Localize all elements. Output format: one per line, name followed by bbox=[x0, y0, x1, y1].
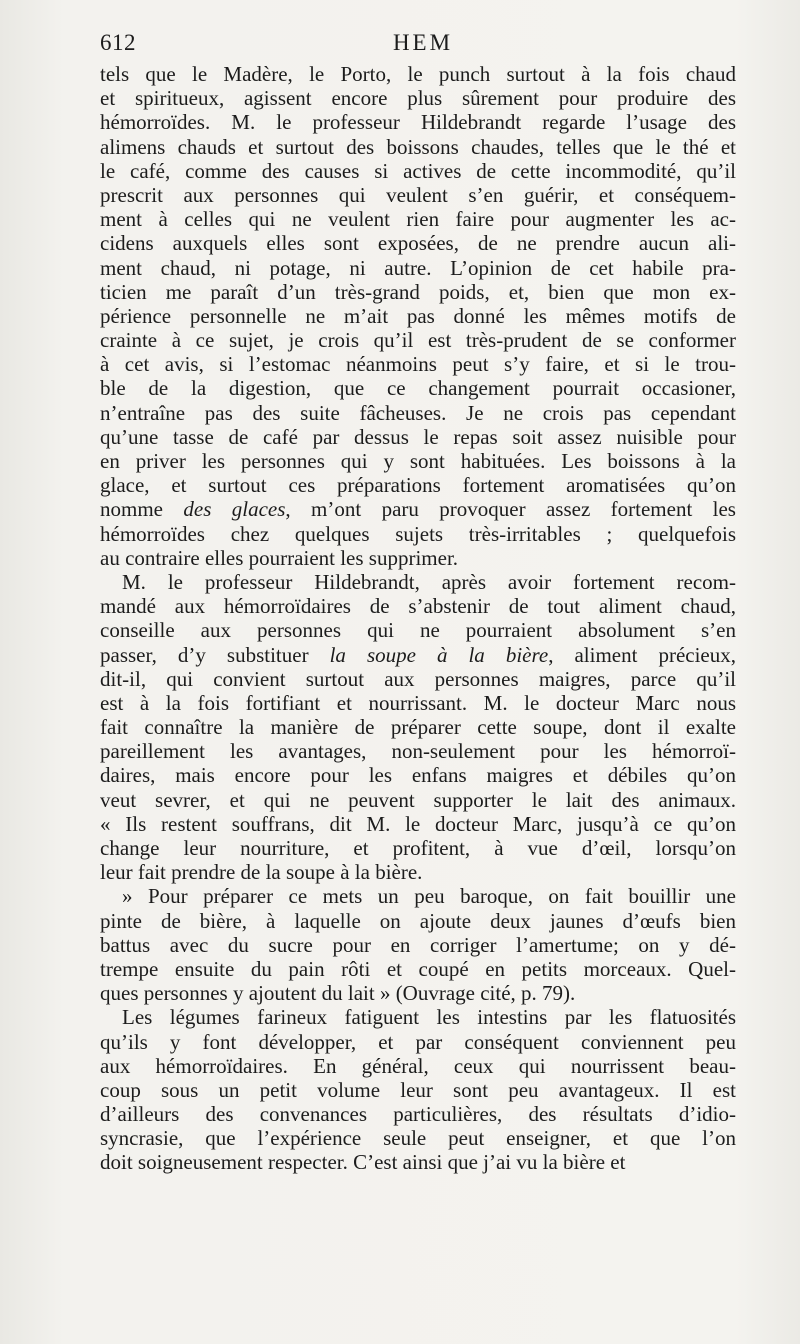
text-line: passer, d’y substituer la soupe à la bière, aliment précieux, bbox=[100, 642, 736, 667]
text-line: hémorroïdes. M. le professeur Hildebrandt regarde l’usage des bbox=[100, 110, 736, 135]
text-line: » Pour préparer ce mets un peu baroque, on fait bouillir une bbox=[122, 884, 736, 909]
text-line: ques personnes y ajoutent du lait » (Ouvrage cité, p. 79). bbox=[100, 981, 576, 1006]
text-line: en priver les personnes qui y sont habituées. Les boissons à la bbox=[100, 449, 736, 473]
paragraph bbox=[100, 884, 736, 1005]
text-line: d’ailleurs des convenances particulières, des résultats d’idio- bbox=[100, 1102, 736, 1127]
text-line: prescrit aux personnes qui veulent s’en guérir, et conséquem- bbox=[100, 182, 736, 207]
text-line: coup sous un petit volume leur sont peu avantageux. Il est bbox=[100, 1077, 736, 1102]
text-line: hémorroïdes chez quelques sujets très-irritables ; quelquefois bbox=[100, 521, 736, 546]
text-line: ble de la digestion, que ce changement pourrait occasioner, bbox=[100, 376, 736, 401]
text-line: ment à celles qui ne veulent rien faire pour augmenter les ac- bbox=[100, 207, 736, 232]
text-line: pareillement les avantages, non-seulement pour les hémorroï- bbox=[100, 739, 736, 764]
text-line: trempe ensuite du pain rôti et coupé en petits morceaux. Quel- bbox=[100, 956, 736, 981]
text-line: qu’ils y font développer, et par conséquent conviennent peu bbox=[100, 1029, 736, 1054]
italic-phrase: la soupe à la bière bbox=[329, 642, 549, 667]
text-line: change leur nourriture, et profitent, à vue d’œil, lorsqu’on bbox=[100, 836, 736, 860]
text-line: nomme des glaces, m’ont paru provoquer assez fortement les bbox=[100, 497, 736, 522]
text-line: et spiritueux, agissent encore plus sûrement pour produire des bbox=[100, 86, 736, 111]
text-line: à cet avis, si l’estomac néanmoins peut s’y faire, et si le trou- bbox=[100, 352, 736, 377]
paragraph bbox=[100, 62, 736, 570]
paragraph bbox=[100, 570, 736, 884]
text-line: dit-il, qui convient surtout aux personnes maigres, parce qu’il bbox=[100, 666, 736, 691]
text-line: alimens chauds et surtout des boissons chaudes, telles que le thé et bbox=[100, 134, 736, 159]
text-line: tels que le Madère, le Porto, le punch surtout à la fois chaud bbox=[100, 62, 736, 86]
text-line: veut sevrer, et qui ne peuvent supporter le lait des animaux. bbox=[100, 787, 736, 812]
text-line: battus avec du sucre pour en corriger l’amertume; on y dé- bbox=[100, 932, 736, 957]
text-line: aux hémorroïdaires. En général, ceux qui nourrissent beau- bbox=[100, 1053, 736, 1078]
text-line: conseille aux personnes qui ne pourraient absolument s’en bbox=[100, 618, 736, 643]
text-line: cidens auxquels elles sont exposées, de ne prendre aucun ali- bbox=[100, 231, 736, 256]
text-line: périence personnelle ne m’ait pas donné les mêmes motifs de bbox=[100, 303, 736, 328]
text-line: glace, et surtout ces préparations fortement aromatisées qu’on bbox=[100, 473, 736, 498]
text-line: doit soigneusement respecter. C’est ainsi que j’ai vu la bière et bbox=[100, 1150, 626, 1175]
page-number: 612 bbox=[100, 30, 136, 55]
text-line: n’entraîne pas des suite fâcheuses. Je ne crois pas cependant bbox=[100, 400, 736, 425]
text-line: au contraire elles pourraient les supprimer. bbox=[100, 545, 459, 570]
italic-phrase: des glaces bbox=[183, 497, 286, 522]
body-text bbox=[100, 62, 736, 1175]
text-line: est à la fois fortifiant et nourrissant. M. le docteur Marc nous bbox=[100, 690, 736, 715]
text-line: daires, mais encore pour les enfans maigres et débiles qu’on bbox=[100, 763, 736, 788]
text-line: pinte de bière, à laquelle on ajoute deux jaunes d’œufs bien bbox=[100, 908, 736, 933]
text-line: M. le professeur Hildebrandt, après avoir fortement recom- bbox=[122, 569, 736, 594]
running-head bbox=[100, 30, 736, 66]
text-line: fait connaître la manière de préparer cette soupe, dont il exalte bbox=[100, 715, 736, 740]
text-line: syncrasie, que l’expérience seule peut enseigner, et que l’on bbox=[100, 1126, 736, 1151]
text-line: mandé aux hémorroïdaires de s’abstenir de tout aliment chaud, bbox=[100, 594, 736, 619]
text-line: « Ils restent souffrans, dit M. le docteur Marc, jusqu’à ce qu’on bbox=[100, 811, 736, 836]
text-line: leur fait prendre de la soupe à la bière. bbox=[100, 860, 423, 885]
running-title: HEM bbox=[392, 30, 454, 55]
text-line: qu’une tasse de café par dessus le repas soit assez nuisible pour bbox=[100, 424, 736, 449]
text-line: crainte à ce sujet, je crois qu’il est très-prudent de se conformer bbox=[100, 328, 736, 353]
paragraph bbox=[100, 1005, 736, 1174]
text-line: Les légumes farineux fatiguent les intestins par les flatuosités bbox=[122, 1005, 736, 1030]
text-line: ticien me paraît d’un très-grand poids, et, bien que mon ex- bbox=[100, 279, 736, 304]
text-line: ment chaud, ni potage, ni autre. L’opinion de cet habile pra- bbox=[100, 255, 736, 280]
text-line: le café, comme des causes si actives de cette incommodité, qu’il bbox=[100, 158, 736, 183]
